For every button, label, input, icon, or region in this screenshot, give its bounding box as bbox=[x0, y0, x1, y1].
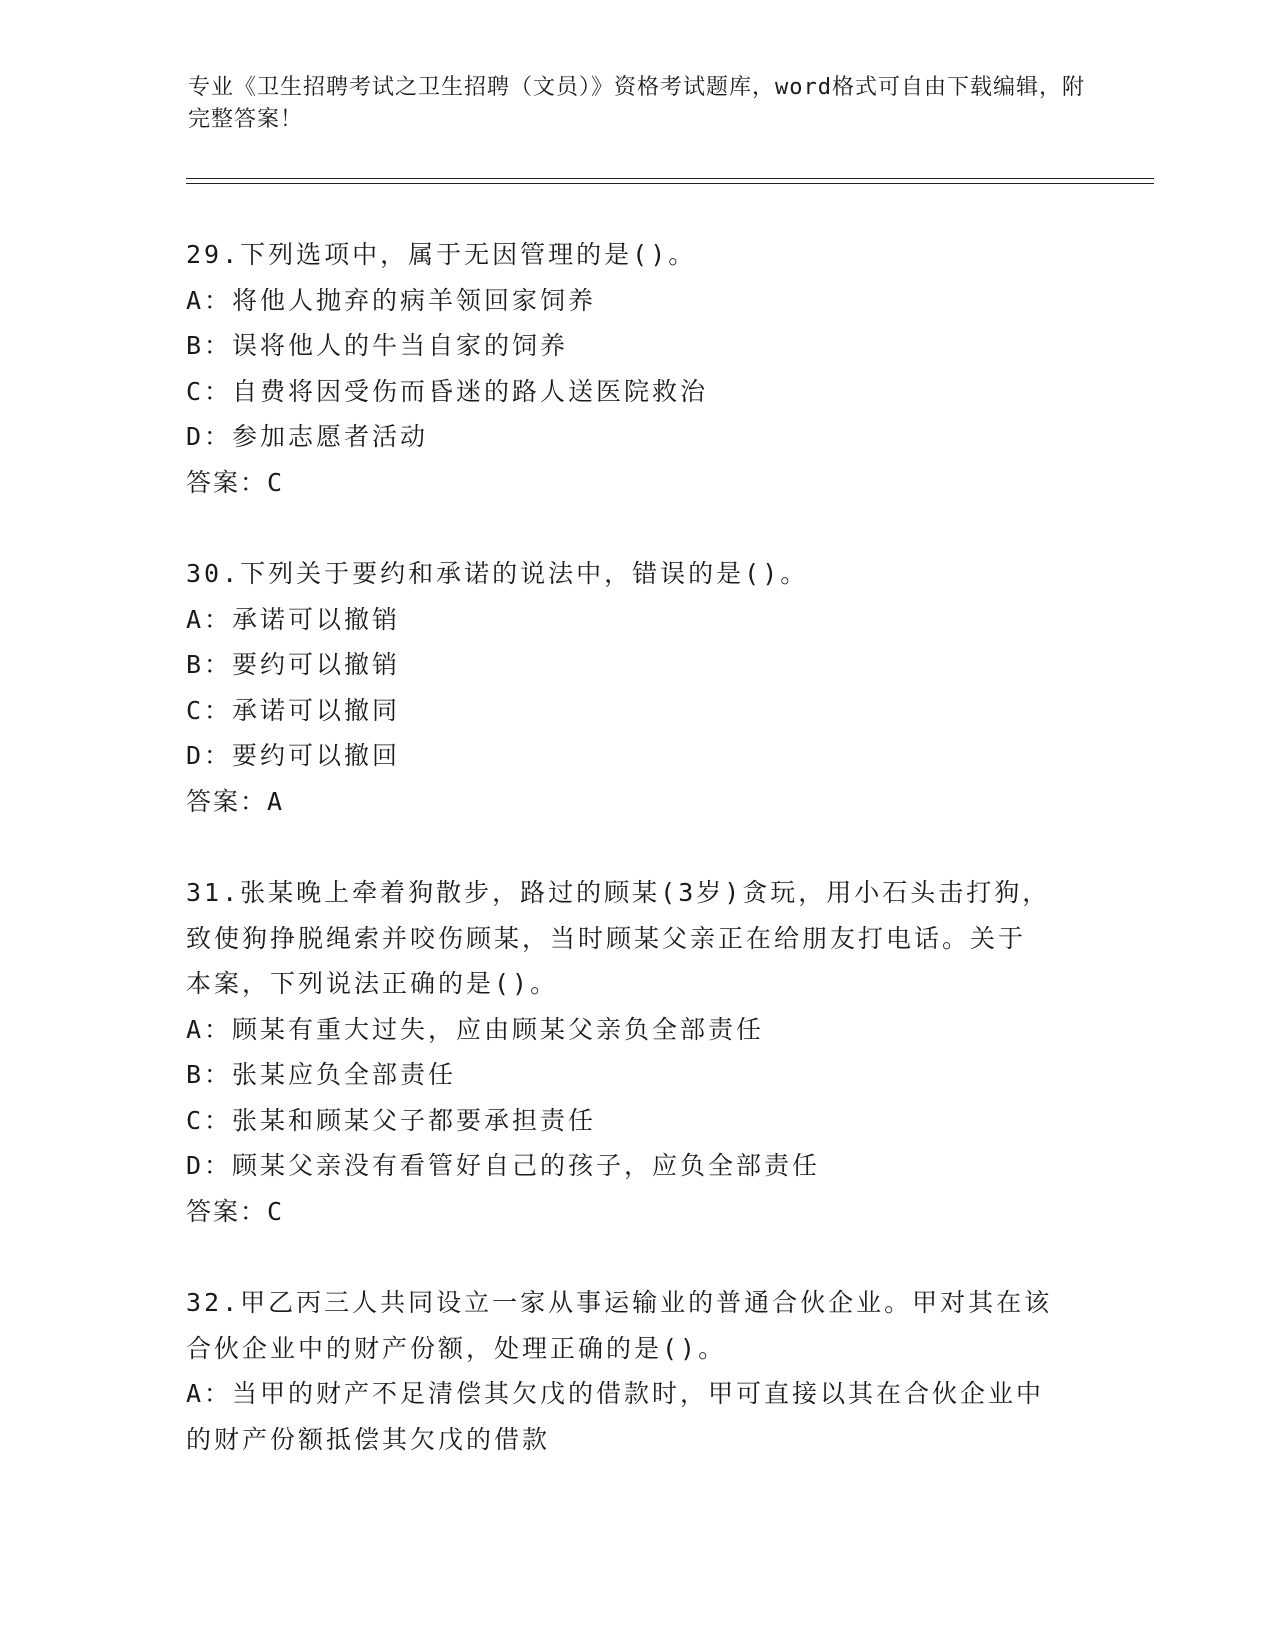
option-a: A：将他人抛弃的病羊领回家饲养 bbox=[186, 285, 597, 315]
option-b: B：张某应负全部责任 bbox=[186, 1060, 457, 1089]
answer-value: A bbox=[267, 786, 285, 816]
answer-label: 答案： bbox=[186, 1196, 268, 1226]
question-stem-line: 本案，下列说法正确的是()。 bbox=[186, 969, 559, 998]
question-32 bbox=[186, 1280, 1086, 1462]
option-c: C：张某和顾某父子都要承担责任 bbox=[186, 1105, 597, 1135]
document-header bbox=[188, 72, 1088, 136]
question-stem: 29.下列选项中，属于无因管理的是()。 bbox=[186, 240, 697, 269]
question-29 bbox=[186, 232, 1086, 505]
option-b: B：误将他人的牛当自家的饲养 bbox=[186, 331, 569, 360]
question-stem: 30.下列关于要约和承诺的说法中，错误的是()。 bbox=[186, 559, 809, 588]
option-a-line: A：当甲的财产不足清偿其欠戊的借款时，甲可直接以其在合伙企业中 bbox=[186, 1379, 1045, 1408]
answer-label: 答案： bbox=[186, 786, 268, 816]
option-d: D：要约可以撤回 bbox=[186, 741, 401, 770]
option-d: D：参加志愿者活动 bbox=[186, 422, 429, 451]
question-30 bbox=[186, 551, 1086, 824]
question-list bbox=[186, 232, 1086, 1508]
question-stem-line: 32.甲乙丙三人共同设立一家从事运输业的普通合伙企业。甲对其在该 bbox=[186, 1288, 1053, 1317]
header-divider-bottom bbox=[186, 183, 1154, 184]
option-c: C：自费将因受伤而昏迷的路人送医院救治 bbox=[186, 376, 709, 406]
option-d: D：顾某父亲没有看管好自己的孩子，应负全部责任 bbox=[186, 1151, 821, 1180]
answer-value: C bbox=[267, 1196, 285, 1226]
question-stem-line: 致使狗挣脱绳索并咬伤顾某，当时顾某父亲正在给朋友打电话。关于 bbox=[186, 923, 1027, 953]
header-divider-top bbox=[186, 178, 1154, 179]
option-b: B：要约可以撤销 bbox=[186, 650, 401, 679]
option-a: A：顾某有重大过失，应由顾某父亲负全部责任 bbox=[186, 1014, 765, 1044]
option-c: C：承诺可以撤同 bbox=[186, 695, 401, 725]
answer-line bbox=[186, 779, 1086, 825]
option-a-line: 的财产份额抵偿其欠戊的借款 bbox=[186, 1424, 551, 1454]
answer-label: 答案： bbox=[186, 467, 268, 497]
option-a: A：承诺可以撤销 bbox=[186, 604, 401, 634]
question-31 bbox=[186, 870, 1086, 1234]
header-text: 专业《卫生招聘考试之卫生招聘（文员）》资格考试题库，word格式可自由下载编辑，附完整答案！ bbox=[188, 75, 1085, 132]
question-stem-line: 合伙企业中的财产份额，处理正确的是()。 bbox=[186, 1333, 727, 1363]
answer-line bbox=[186, 460, 1086, 506]
question-stem-line: 31.张某晚上牵着狗散步，路过的顾某(3岁)贪玩，用小石头击打狗， bbox=[186, 878, 1051, 907]
answer-value: C bbox=[267, 467, 285, 497]
answer-line bbox=[186, 1189, 1086, 1235]
